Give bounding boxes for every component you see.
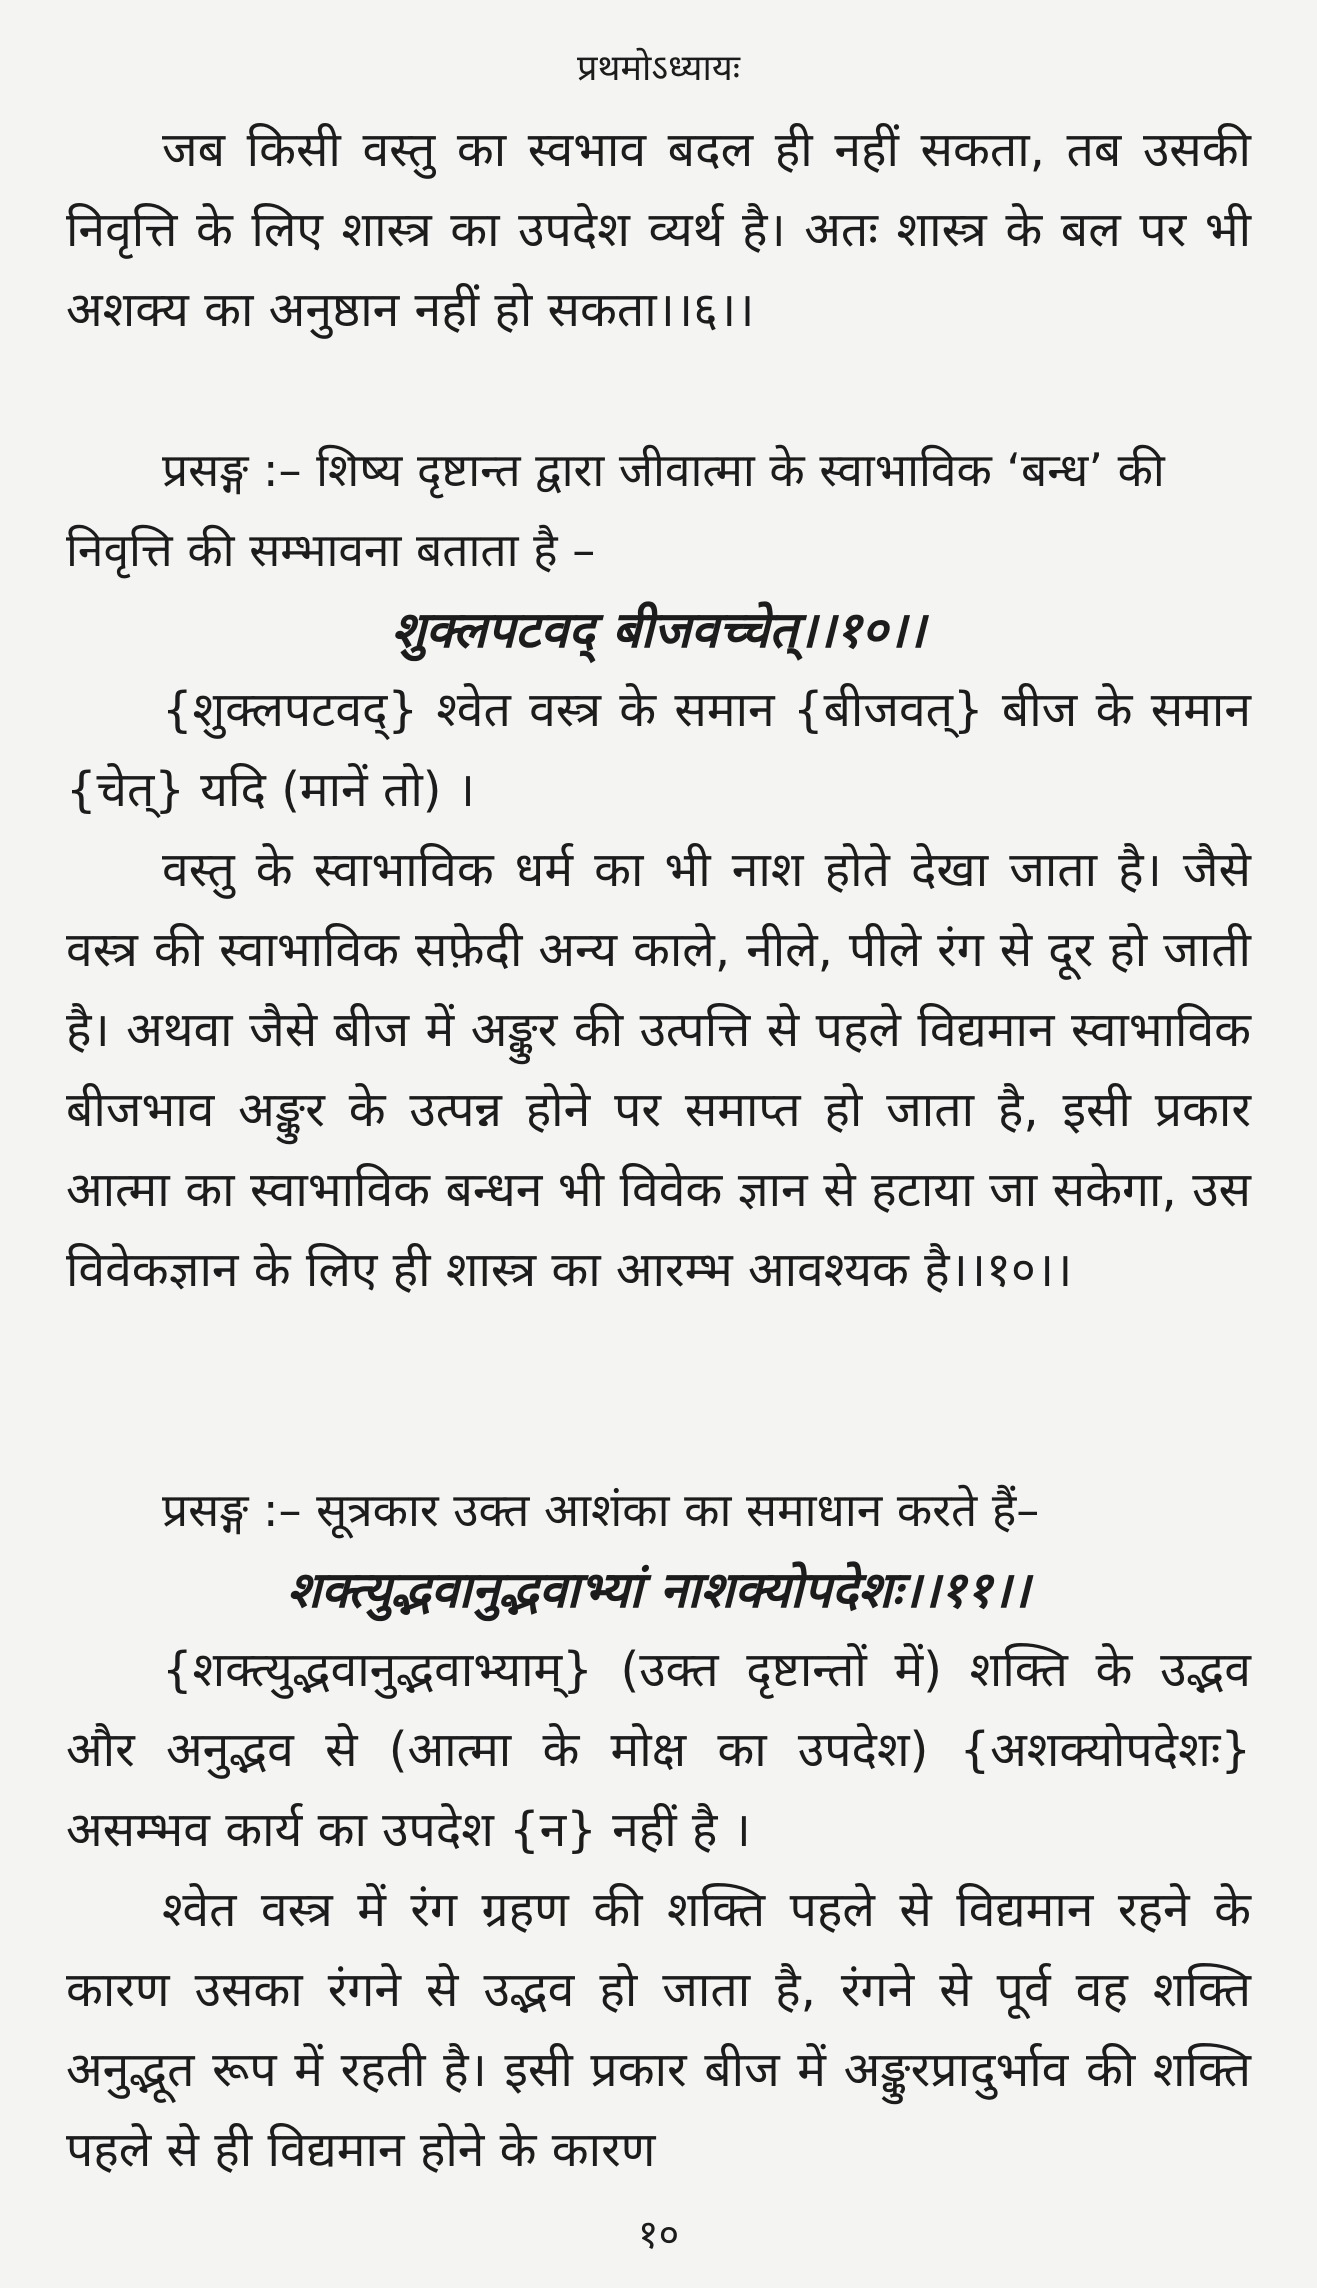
sutra-text: शुक्लपटवद् बीजवच्चेत्।।१०।। <box>391 600 926 659</box>
commentary-paragraph: वस्तु के स्वाभाविक धर्म का भी नाश होते देखा जाता है। जैसे वस्त्र की स्वाभाविक सफ़ेदी अन्य काले, नीले, पीले रंग से दूर हो जाती है। अथवा जैसे बीज में अङ्कुर की उत्पत्ति से पहले विद्यमान स्वाभाविक बीजभाव अङ्कुर के उत्पन्न होने पर समाप्त हो जाता है, इसी प्रकार आत्मा का स्वाभाविक बन्धन भी विवेक ज्ञान से हटाया जा सकेगा, उस विवेकज्ञान के लिए ही शास्त्र का आरम्भ आवश्यक है।।१०।। <box>66 842 1251 1298</box>
section-sutra-9-commentary <box>66 110 1251 350</box>
page-number: १० <box>637 2212 680 2258</box>
commentary-paragraph: जब किसी वस्तु का स्वभाव बदल ही नहीं सकता, तब उसकी निवृत्ति के लिए शास्त्र का उपदेश व्यर्थ है। अतः शास्त्र के बल पर भी अशक्य का अनुष्ठान नहीं हो सकता।।६।। <box>66 122 1251 338</box>
word-gloss: {शुक्लपटवद्} श्वेत वस्त्र के समान {बीजवत्} बीज के समान {चेत्} यदि (मानें तो) । <box>66 682 1251 818</box>
word-gloss: {शक्त्युद्भवानुद्भवाभ्याम्} (उक्त दृष्टान्तों में) शक्ति के उद्भव और अनुद्भव से (आत्मा के मोक्ष का उपदेश) {अशक्योपदेशः} असम्भव कार्य का उपदेश {न} नहीं है । <box>66 1642 1251 1858</box>
section-sutra-10 <box>66 430 1251 1310</box>
sutra-text: शक्त्युद्भवानुद्भवाभ्यां नाशक्योपदेशः।।११।। <box>287 1560 1030 1619</box>
prasang-intro: प्रसङ्ग :– सूत्रकार उक्त आशंका का समाधान करते हैं– <box>162 1483 1040 1537</box>
prasang-intro: प्रसङ्ग :– शिष्य दृष्टान्त द्वारा जीवात्मा के स्वाभाविक ‘बन्ध’ की निवृत्ति की सम्भावना बताता है – <box>66 443 1165 577</box>
running-header: प्रथमोऽध्यायः <box>576 48 741 89</box>
section-sutra-11 <box>66 1470 1251 2190</box>
commentary-paragraph: श्वेत वस्त्र में रंग ग्रहण की शक्ति पहले से विद्यमान रहने के कारण उसका रंगने से उद्भव हो जाता है, रंगने से पूर्व वह शक्ति अनुद्भूत रूप में रहती है। इसी प्रकार बीज में अङ्कुरप्रादुर्भाव की शक्ति पहले से ही विद्यमान होने के कारण <box>66 1882 1251 2178</box>
